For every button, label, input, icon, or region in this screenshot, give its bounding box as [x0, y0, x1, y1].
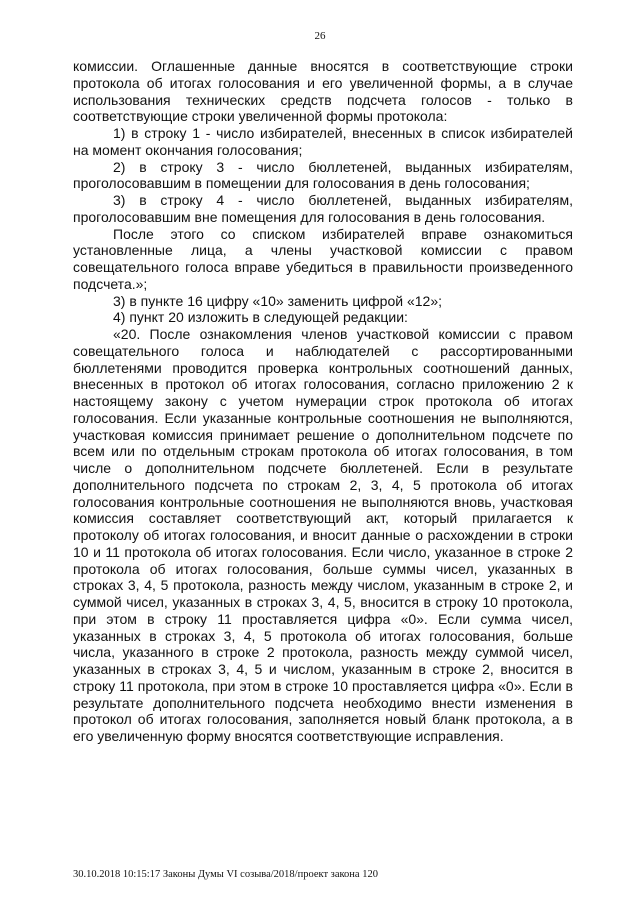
paragraph-line-3: 2) в строку 3 - число бюллетеней, выданных избирателям, проголосовавшим в помещении для голосования в день голосования; — [73, 158, 573, 192]
paragraph-point-16: 3) в пункте 16 цифру «10» заменить цифрой «12»; — [113, 292, 442, 309]
paragraph-line-1: 1) в строку 1 - число избирателей, внесенных в список избирателей на момент окончания голосования; — [73, 125, 573, 158]
paragraph-line-4: 3) в строку 4 - число бюллетеней, выданных избирателям, проголосовавшим вне помещения для голосования в день голосования. — [73, 192, 573, 225]
paragraph-point-20-intro: 4) пункт 20 изложить в следующей редакции: — [113, 309, 408, 326]
document-body — [73, 58, 573, 745]
paragraph-after-list: После этого со списком избирателей вправе ознакомиться установленные лица, а члены участковой комиссии с правом совещательного голоса вправе убедиться в правильности произведенного подсчета.»; — [73, 225, 573, 292]
document-footer: 30.10.2018 10:15:17 Законы Думы VI созыва/2018/проект закона 120 — [73, 869, 378, 880]
page-number: 26 — [314, 30, 326, 42]
paragraph-point-20: «20. После ознакомления членов участковой комиссии с правом совещательного голоса и наблюдателей с рассортированными бюллетенями проводится проверка контрольных соотношений данных, внесенных в протокол об итогах голосования, согласно приложению 2 к настоящему закону с учетом нумерации строк протокола об итогах голосования. Если указанные контрольные соотношения не выполняются, участковая комиссия принимает решение о дополнительном подсчете по всем или по отдельным строкам протокола об итогах голосования, в том числе о дополнительном подсчете бюллетеней. Если в результате дополнительного подсчета по строкам 2, 3, 4, 5 протокола об итогах голосования контрольные соотношения не выполняются вновь, участковая комиссия составляет соответствующий акт, который прилагается к протоколу об итогах голосования, и вносит данные о расхождении в строки 10 и 11 протокола об итогах голосования. Если число, указанное в строке 2 протокола об итогах голосования, больше суммы чисел, указанных в строках 3, 4, 5 протокола, разность между числом, указанным в строке 2, и суммой чисел, указанных в строках 3, 4, 5, вносится в строку 10 протокола, при этом в строку 11 проставляется цифра «0». Если сумма чисел, указанных в строках 3, 4, 5 протокола об итогах голосования, больше числа, указанного в строке 2 протокола, разность между суммой чисел, указанных в строках 3, 4, 5 и числом, указанным в строке 2, вносится в строку 11 протокола, при этом в строке 10 проставляется цифра «0». Если в результате дополнительного подсчета необходимо внести изменения в протокол об итогах голосования, заполняется новый бланк протокола, а в его увеличенную форму вносятся соответствующие исправления. — [73, 326, 573, 744]
paragraph-intro: комиссии. Оглашенные данные вносятся в соответствующие строки протокола об итогах голосования и его увеличенной формы, а в случае использования технических средств подсчета голосов - только в соответствующие строки увеличенной формы протокола: — [73, 58, 573, 125]
